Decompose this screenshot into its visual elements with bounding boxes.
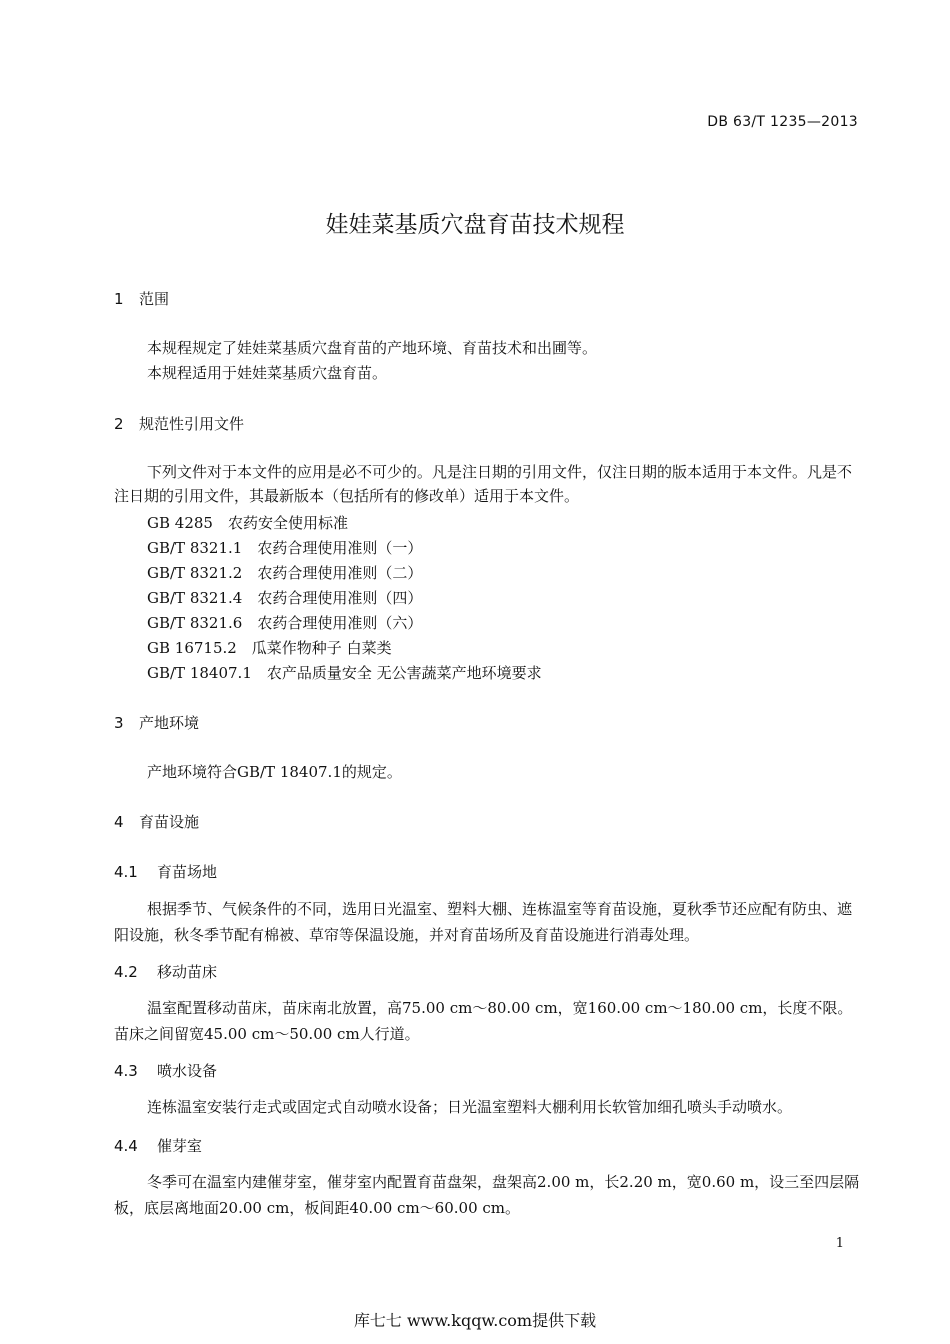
section-number: 4 xyxy=(114,813,124,831)
subsection-4-3-heading xyxy=(114,1060,217,1081)
standard-code: DB 63/T 1235—2013 xyxy=(707,114,858,130)
section-number: 2 xyxy=(114,415,124,433)
subsection-4-2-paragraph xyxy=(114,995,862,1047)
subsection-title: 移动苗床 xyxy=(157,963,218,981)
paragraph-text: 冬季可在温室内建催芽室，催芽室内配置育苗盘架，盘架高2.00 m，长2.20 m，宽0.60 m，设三至四层隔板，底层离地面20.00 cm，板间距40.00 cm～60.00 cm。 xyxy=(114,1173,860,1217)
paragraph-text: 下列文件对于本文件的应用是必不可少的。凡是注日期的引用文件，仅注日期的版本适用于本文件。凡是不注日期的引用文件，其最新版本（包括所有的修改单）适用于本文件。 xyxy=(114,463,853,505)
section-title: 规范性引用文件 xyxy=(139,415,245,433)
section-4-heading xyxy=(114,811,199,832)
reference-item: GB/T 18407.1 农产品质量安全 无公害蔬菜产地环境要求 xyxy=(147,664,542,682)
section-3-heading xyxy=(114,712,199,733)
subsection-title: 育苗场地 xyxy=(157,863,218,881)
reference-item: GB 16715.2 瓜菜作物种子 白菜类 xyxy=(147,639,392,657)
subsection-4-1-heading xyxy=(114,861,217,882)
section-2-paragraph-1 xyxy=(114,460,862,508)
subsection-4-2-heading xyxy=(114,961,217,982)
reference-item: GB/T 8321.1 农药合理使用准则（一） xyxy=(147,539,423,557)
section-1-paragraph-2 xyxy=(114,361,862,386)
paragraph-text: 产地环境符合GB/T 18407.1的规定。 xyxy=(147,763,402,781)
reference-item: GB/T 8321.4 农药合理使用准则（四） xyxy=(147,589,423,607)
subsection-number: 4.2 xyxy=(114,963,138,981)
document-title: 娃娃菜基质穴盘育苗技术规程 xyxy=(325,212,625,238)
reference-item: GB 4285 农药安全使用标准 xyxy=(147,514,348,532)
subsection-4-1-paragraph xyxy=(114,896,862,948)
subsection-title: 催芽室 xyxy=(157,1137,203,1155)
paragraph-text: 本规程适用于娃娃菜基质穴盘育苗。 xyxy=(147,364,388,382)
section-2-heading xyxy=(114,413,244,434)
subsection-number: 4.4 xyxy=(114,1137,138,1155)
paragraph-text: 温室配置移动苗床，苗床南北放置，高75.00 cm～80.00 cm，宽160.00 cm～180.00 cm，长度不限。苗床之间留宽45.00 cm～50.00 cm人行道。 xyxy=(114,999,853,1043)
section-title: 育苗设施 xyxy=(139,813,200,831)
section-1-heading xyxy=(114,288,169,309)
paragraph-text: 连栋温室安装行走式或固定式自动喷水设备；日光温室塑料大棚利用长软管加细孔喷头手动喷水。 xyxy=(147,1098,793,1116)
section-title: 产地环境 xyxy=(139,714,200,732)
footer-watermark-text: 库七七 www.kqqw.com提供下载 xyxy=(353,1311,597,1330)
page-number: 1 xyxy=(835,1236,844,1251)
reference-item: GB/T 8321.2 农药合理使用准则（二） xyxy=(147,564,423,582)
paragraph-text: 根据季节、气候条件的不同，选用日光温室、塑料大棚、连栋温室等育苗设施，夏秋季节还应配有防虫、遮阳设施，秋冬季节配有棉被、草帘等保温设施，并对育苗场所及育苗设施进行消毒处理。 xyxy=(114,900,853,944)
paragraph-text: 本规程规定了娃娃菜基质穴盘育苗的产地环境、育苗技术和出圃等。 xyxy=(147,339,598,357)
section-3-paragraph-1 xyxy=(114,760,862,785)
section-number: 1 xyxy=(114,290,124,308)
subsection-title: 喷水设备 xyxy=(157,1062,218,1080)
subsection-4-4-paragraph xyxy=(114,1169,862,1221)
subsection-number: 4.3 xyxy=(114,1062,138,1080)
section-title: 范围 xyxy=(139,290,170,308)
section-1-paragraph-1 xyxy=(114,336,862,361)
reference-item: GB/T 8321.6 农药合理使用准则（六） xyxy=(147,614,423,632)
subsection-4-3-paragraph xyxy=(114,1095,862,1120)
subsection-number: 4.1 xyxy=(114,863,138,881)
subsection-4-4-heading xyxy=(114,1135,202,1156)
section-number: 3 xyxy=(114,714,124,732)
